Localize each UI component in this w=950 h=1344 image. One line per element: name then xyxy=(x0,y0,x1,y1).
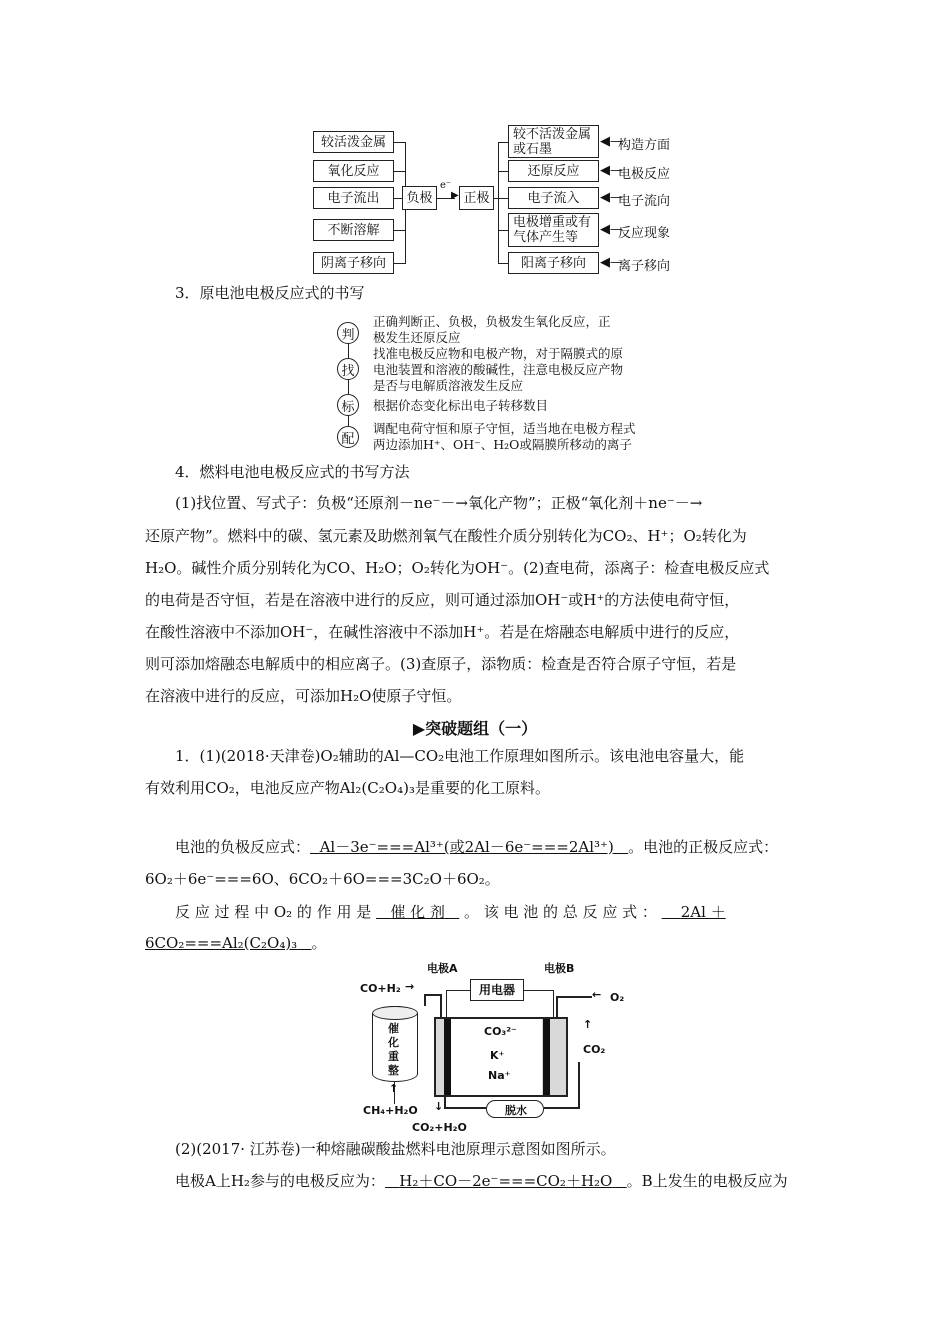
q1-negative-line xyxy=(145,832,810,862)
step-find-line1: 找准电极反应物和电极产物，对于隔膜式的原 xyxy=(373,346,624,361)
right-box-phenomenon xyxy=(508,213,599,247)
electrode-b-label: 电极B xyxy=(544,962,575,975)
dewater-label: 脱水 xyxy=(505,1104,527,1117)
ion-sodium: Na⁺ xyxy=(488,1069,511,1082)
outlet-down-arrow-icon: ↓ xyxy=(434,1100,444,1113)
q1-role-line xyxy=(145,897,810,927)
step-balance-text xyxy=(373,421,636,453)
section4-line4: 的电荷是否守恒，若是在溶液中进行的反应，则可通过添加OH⁻或H⁺的方法使电荷守恒， xyxy=(145,591,740,609)
q1-role-prefix: 反 应 过 程 中 O₂ 的 作 用 是 xyxy=(175,903,372,921)
step-circle-mark: 标 xyxy=(337,394,359,416)
reformer-char-4: 整 xyxy=(388,1064,399,1077)
co2-h2o-label: CO₂+H₂O xyxy=(412,1121,467,1134)
q1-negative-answer: Al－3e⁻===Al³⁺(或2Al－6e⁻===2Al³⁺) xyxy=(319,838,614,856)
section4-line3: H₂O。碱性介质分别转化为CO、H₂O；O₂转化为OH⁻。(2)查电荷，添离子：检查电极反应式 xyxy=(145,559,770,577)
right-box-electron-in: 电子流入 xyxy=(508,187,599,209)
q1-role-suffix: 。 该 电 池 的 总 反 应 式 ： xyxy=(463,903,657,921)
reformer-char-2: 化 xyxy=(388,1036,399,1049)
left-box-active-metal: 较活泼金属 xyxy=(313,131,394,153)
right-box-phenomenon-line1: 电极增重或有 xyxy=(513,215,592,230)
electron-arrow-icon: ▶ xyxy=(451,190,459,201)
q2-prefix: 电极A上H₂参与的电极反应为： xyxy=(175,1172,385,1190)
section4-title: 4．燃料电池电极反应式的书写方法 xyxy=(175,463,410,481)
right-box-inactive-metal-line1: 较不活泼金属 xyxy=(513,126,592,142)
aspect-reaction: 电极反应 xyxy=(618,167,671,182)
reformer-char-3: 重 xyxy=(388,1050,399,1063)
step-find-line3: 是否与电解质溶液发生反应 xyxy=(373,378,524,393)
left-box-anion: 阴离子移向 xyxy=(313,252,394,274)
negative-electrode-box: 负极 xyxy=(402,186,437,210)
o2-label: O₂ xyxy=(610,991,625,1004)
o2-arrow-icon: ← xyxy=(592,988,602,1001)
right-box-inactive-metal xyxy=(508,125,599,158)
step-balance-line1: 调配电荷守恒和原子守恒，适当地在电极方程式 xyxy=(373,421,636,436)
right-box-cation: 阳离子移向 xyxy=(508,252,599,274)
aspect-ion-migration: 离子移向 xyxy=(618,259,671,274)
co2-label: CO₂ xyxy=(583,1043,606,1056)
practice-heading-text: 突破题组（一） xyxy=(425,719,538,738)
q1-total-line: 6CO₂===Al₂(C₂O₄)₃ 。 xyxy=(145,934,327,952)
step-balance-line2: 两边添加H⁺、OH⁻、H₂O或隔膜所移动的离子 xyxy=(373,437,632,452)
load-box: 用电器 xyxy=(470,979,524,1001)
step-circle-find: 找 xyxy=(337,358,359,380)
q1-line2: 有效利用CO₂，电池反应产物Al₂(C₂O₄)₃是重要的化工原料。 xyxy=(145,779,550,797)
play-circle-icon: ▶ xyxy=(412,719,426,738)
step-judge-text xyxy=(373,314,611,346)
q1-total-answer-2: 6CO₂===Al₂(C₂O₄)₃ xyxy=(145,934,298,952)
left-box-electron-out: 电子流出 xyxy=(313,187,394,209)
step-find-text xyxy=(373,346,623,394)
step-mark-text xyxy=(373,398,548,414)
aspect-arrow-icon: ◀— xyxy=(600,190,623,205)
step-find-line2: 电池装置和溶液的酸碱性，注意电极反应产物 xyxy=(373,362,624,377)
aspect-arrow-icon: ◀— xyxy=(600,255,623,270)
q1-positive-line: 6O₂＋6e⁻===6O、6CO₂＋6O===3C₂O＋6O₂。 xyxy=(145,870,500,888)
aspect-structure: 构造方面 xyxy=(618,138,671,153)
section4-line1: (1)找位置、写式子：负极“还原剂－ne⁻－→氧化产物”；正极“氧化剂＋ne⁻－→ xyxy=(175,494,703,512)
q2-suffix: 。B上发生的电极反应为 xyxy=(626,1172,788,1190)
ion-carbonate: CO₃²⁻ xyxy=(484,1025,517,1038)
aspect-phenomenon: 反应现象 xyxy=(618,226,671,241)
electrode-a-plate xyxy=(444,1019,451,1095)
ch4-h2o-label: CH₄+H₂O xyxy=(363,1104,418,1117)
reformer-label xyxy=(388,1022,399,1078)
q2-line2 xyxy=(145,1166,810,1196)
step-circle-judge: 判 xyxy=(337,322,359,344)
right-box-inactive-metal-line2: 或石墨 xyxy=(513,141,553,157)
q2-answer: H₂＋CO－2e⁻===CO₂＋H₂O xyxy=(399,1172,613,1190)
left-box-dissolve: 不断溶解 xyxy=(313,219,394,241)
ion-potassium: K⁺ xyxy=(490,1049,505,1062)
left-box-oxidation: 氧化反应 xyxy=(313,160,394,182)
right-box-reduction: 还原反应 xyxy=(508,160,599,182)
section3-title: 3．原电池电极反应式的书写 xyxy=(175,284,365,302)
q1-line1: 1．(1)(2018·天津卷)O₂辅助的Al—CO₂电池工作原理如图所示。该电池电容量大，能 xyxy=(175,747,745,765)
step-judge-line2: 极发生还原反应 xyxy=(373,330,461,345)
electrode-a-label: 电极A xyxy=(427,962,458,975)
aspect-arrow-icon: ◀— xyxy=(600,163,623,178)
right-box-phenomenon-line2: 气体产生等 xyxy=(513,230,579,245)
q1-negative-prefix: 电池的负极反应式： xyxy=(175,838,311,856)
step-judge-line1: 正确判断正、负极，负极发生氧化反应，正 xyxy=(373,314,611,329)
reformer-char-1: 催 xyxy=(388,1022,399,1035)
inlet-arrow-icon: → xyxy=(405,980,415,993)
ch4-up-arrow-icon: ↑ xyxy=(389,1082,399,1095)
q2-line1: (2)(2017· 江苏卷)一种熔融碳酸盐燃料电池原理示意图如图所示。 xyxy=(175,1140,616,1158)
section4-line7: 在溶液中进行的反应，可添加H₂O使原子守恒。 xyxy=(145,687,462,705)
practice-heading xyxy=(0,716,950,739)
co2-up-arrow-icon: ↑ xyxy=(583,1018,593,1031)
section4-line5: 在酸性溶液中不添加OH⁻，在碱性溶液中不添加H⁺。若是在熔融态电解质中进行的反应， xyxy=(145,623,740,641)
step-mark-line1: 根据价态变化标出电子转移数目 xyxy=(373,398,549,413)
positive-electrode-box: 正极 xyxy=(459,186,494,210)
electron-label: e⁻ xyxy=(440,180,452,191)
aspect-electron-flow: 电子流向 xyxy=(618,194,671,209)
q1-role-answer: 催 化 剂 xyxy=(390,903,445,921)
electrode-b-plate xyxy=(543,1019,550,1095)
q1-negative-suffix: 。电池的正极反应式： xyxy=(628,838,779,856)
section4-line2: 还原产物”。燃料中的碳、氢元素及助燃剂氧气在酸性介质分别转化为CO₂、H⁺；O₂转化为 xyxy=(145,527,747,545)
aspect-arrow-icon: ◀— xyxy=(600,134,623,149)
q1-total-answer-1: 2Al ＋ xyxy=(680,903,726,921)
co-h2-label: CO+H₂ xyxy=(360,982,401,995)
section4-line6: 则可添加熔融态电解质中的相应离子。(3)查原子，添物质：检查是否符合原子守恒，若是 xyxy=(145,655,737,673)
aspect-arrow-icon: ◀— xyxy=(600,222,623,237)
step-circle-balance: 配 xyxy=(337,426,359,448)
